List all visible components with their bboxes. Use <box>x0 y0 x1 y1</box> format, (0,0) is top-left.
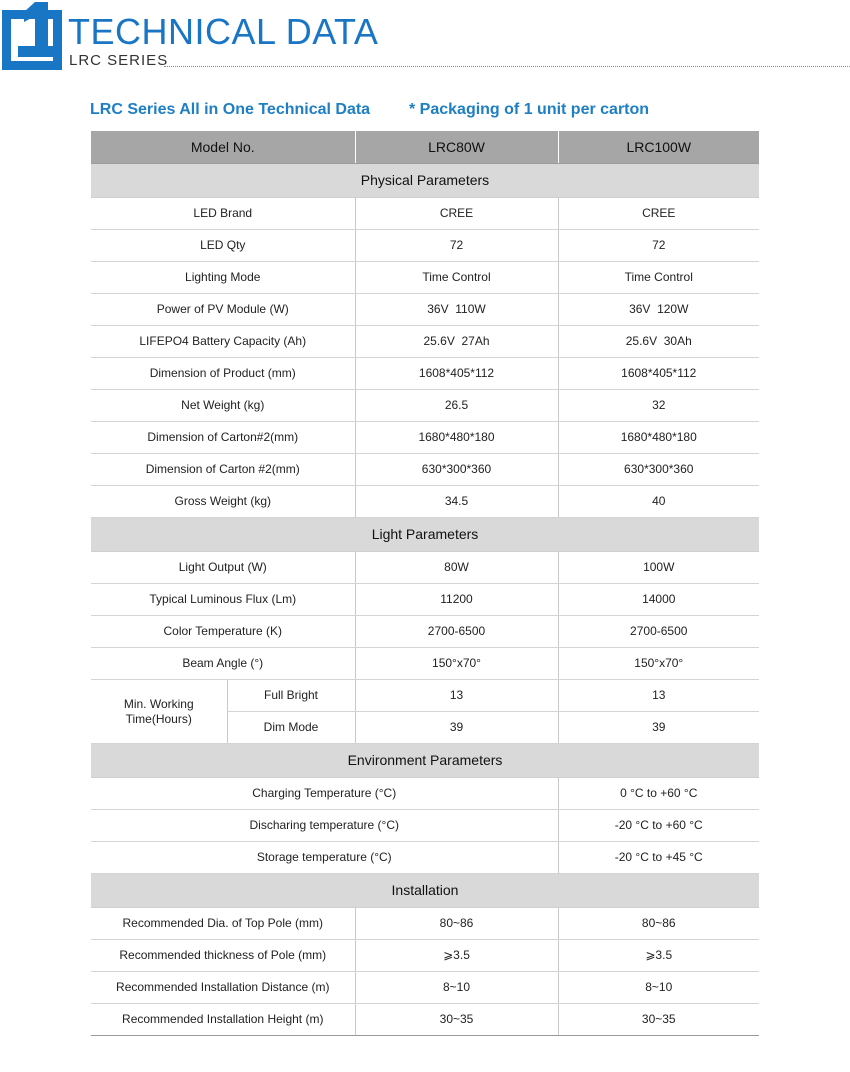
section-title: Installation <box>91 874 759 908</box>
lrc80w-value: 150°x70° <box>355 648 558 680</box>
table-row <box>91 326 759 358</box>
table-row <box>91 486 759 518</box>
lrc80w-value: 11200 <box>355 584 558 616</box>
table-row <box>91 198 759 230</box>
section-title: Physical Parameters <box>91 164 759 198</box>
column-header-lrc100w: LRC100W <box>558 131 759 164</box>
mode-label: Dim Mode <box>227 712 355 744</box>
lrc100w-value: 40 <box>558 486 759 518</box>
table-row <box>91 648 759 680</box>
lrc100w-value: 36V 120W <box>558 294 759 326</box>
table-row <box>91 294 759 326</box>
lrc80w-value: 25.6V 27Ah <box>355 326 558 358</box>
lrc80w-value: 34.5 <box>355 486 558 518</box>
row-label: Discharing temperature (°C) <box>91 810 558 842</box>
table-row <box>91 842 759 874</box>
table-row <box>91 422 759 454</box>
row-label: Light Output (W) <box>91 552 355 584</box>
table-row <box>91 940 759 972</box>
lrc100w-value: 25.6V 30Ah <box>558 326 759 358</box>
table-row <box>91 972 759 1004</box>
lrc100w-value: 1608*405*112 <box>558 358 759 390</box>
lrc80w-value: 80~86 <box>355 908 558 940</box>
row-label: Recommended Dia. of Top Pole (mm) <box>91 908 355 940</box>
table-row <box>91 908 759 940</box>
table-row <box>91 778 759 810</box>
row-label: Dimension of Carton#2(mm) <box>91 422 355 454</box>
page-header <box>0 0 850 80</box>
table-row <box>91 680 759 712</box>
table-row <box>91 358 759 390</box>
header-divider <box>164 66 850 67</box>
lrc100w-value: 150°x70° <box>558 648 759 680</box>
table-row <box>91 454 759 486</box>
lrc80w-value: 630*300*360 <box>355 454 558 486</box>
lrc100w-value: 14000 <box>558 584 759 616</box>
section-header-environment <box>91 744 759 778</box>
row-label: Gross Weight (kg) <box>91 486 355 518</box>
lrc100w-value: ⩾3.5 <box>558 940 759 972</box>
column-header-model: Model No. <box>91 131 355 164</box>
row-label: Net Weight (kg) <box>91 390 355 422</box>
lrc100w-value: 39 <box>558 712 759 744</box>
section-header-physical <box>91 164 759 198</box>
lrc100w-value: 2700-6500 <box>558 616 759 648</box>
lrc80w-value: 39 <box>355 712 558 744</box>
row-label: Dimension of Product (mm) <box>91 358 355 390</box>
lrc80w-value: 8~10 <box>355 972 558 1004</box>
section-title: Light Parameters <box>91 518 759 552</box>
lrc80w-value: 2700-6500 <box>355 616 558 648</box>
lrc100w-value: 630*300*360 <box>558 454 759 486</box>
page-subtitle: LRC SERIES <box>69 52 169 69</box>
section-header-installation <box>91 874 759 908</box>
shared-value: -20 °C to +60 °C <box>558 810 759 842</box>
table-row <box>91 390 759 422</box>
table-caption: LRC Series All in One Technical Data <box>90 101 371 118</box>
row-label: Dimension of Carton #2(mm) <box>91 454 355 486</box>
mode-label: Full Bright <box>227 680 355 712</box>
lrc80w-value: ⩾3.5 <box>355 940 558 972</box>
lrc80w-value: CREE <box>355 198 558 230</box>
row-label: LED Qty <box>91 230 355 262</box>
page-title: TECHNICAL DATA <box>68 11 379 52</box>
lrc100w-value: 30~35 <box>558 1004 759 1036</box>
lrc80w-value: 30~35 <box>355 1004 558 1036</box>
section-title: Environment Parameters <box>91 744 759 778</box>
brand-logo-icon <box>2 2 62 70</box>
working-time-label: Min. Working Time(Hours) <box>91 680 227 744</box>
lrc100w-value: 8~10 <box>558 972 759 1004</box>
row-label: LIFEPO4 Battery Capacity (Ah) <box>91 326 355 358</box>
table-header-row <box>91 131 759 164</box>
table-row <box>91 810 759 842</box>
table-row <box>91 1004 759 1036</box>
table-row <box>91 552 759 584</box>
shared-value: 0 °C to +60 °C <box>558 778 759 810</box>
row-label: Recommended thickness of Pole (mm) <box>91 940 355 972</box>
section-header-light <box>91 518 759 552</box>
row-label: Power of PV Module (W) <box>91 294 355 326</box>
lrc100w-value: 72 <box>558 230 759 262</box>
lrc100w-value: Time Control <box>558 262 759 294</box>
row-label: Storage temperature (°C) <box>91 842 558 874</box>
lrc80w-value: 1608*405*112 <box>355 358 558 390</box>
technical-data-table <box>91 131 759 1036</box>
row-label: Color Temperature (K) <box>91 616 355 648</box>
table-row <box>91 616 759 648</box>
table-row <box>91 262 759 294</box>
lrc80w-value: 36V 110W <box>355 294 558 326</box>
row-label: Charging Temperature (°C) <box>91 778 558 810</box>
lrc100w-value: 32 <box>558 390 759 422</box>
shared-value: -20 °C to +45 °C <box>558 842 759 874</box>
lrc80w-value: 1680*480*180 <box>355 422 558 454</box>
lrc100w-value: 13 <box>558 680 759 712</box>
lrc100w-value: 80~86 <box>558 908 759 940</box>
lrc100w-value: 100W <box>558 552 759 584</box>
lrc80w-value: 72 <box>355 230 558 262</box>
row-label: Beam Angle (°) <box>91 648 355 680</box>
packaging-note: * Packaging of 1 unit per carton <box>409 101 650 118</box>
column-header-lrc80w: LRC80W <box>355 131 558 164</box>
lrc100w-value: 1680*480*180 <box>558 422 759 454</box>
lrc80w-value: Time Control <box>355 262 558 294</box>
row-label: LED Brand <box>91 198 355 230</box>
table-row <box>91 230 759 262</box>
lrc80w-value: 13 <box>355 680 558 712</box>
row-label: Lighting Mode <box>91 262 355 294</box>
table-row <box>91 584 759 616</box>
row-label: Typical Luminous Flux (Lm) <box>91 584 355 616</box>
lrc80w-value: 26.5 <box>355 390 558 422</box>
lrc100w-value: CREE <box>558 198 759 230</box>
lrc80w-value: 80W <box>355 552 558 584</box>
row-label: Recommended Installation Distance (m) <box>91 972 355 1004</box>
row-label: Recommended Installation Height (m) <box>91 1004 355 1036</box>
